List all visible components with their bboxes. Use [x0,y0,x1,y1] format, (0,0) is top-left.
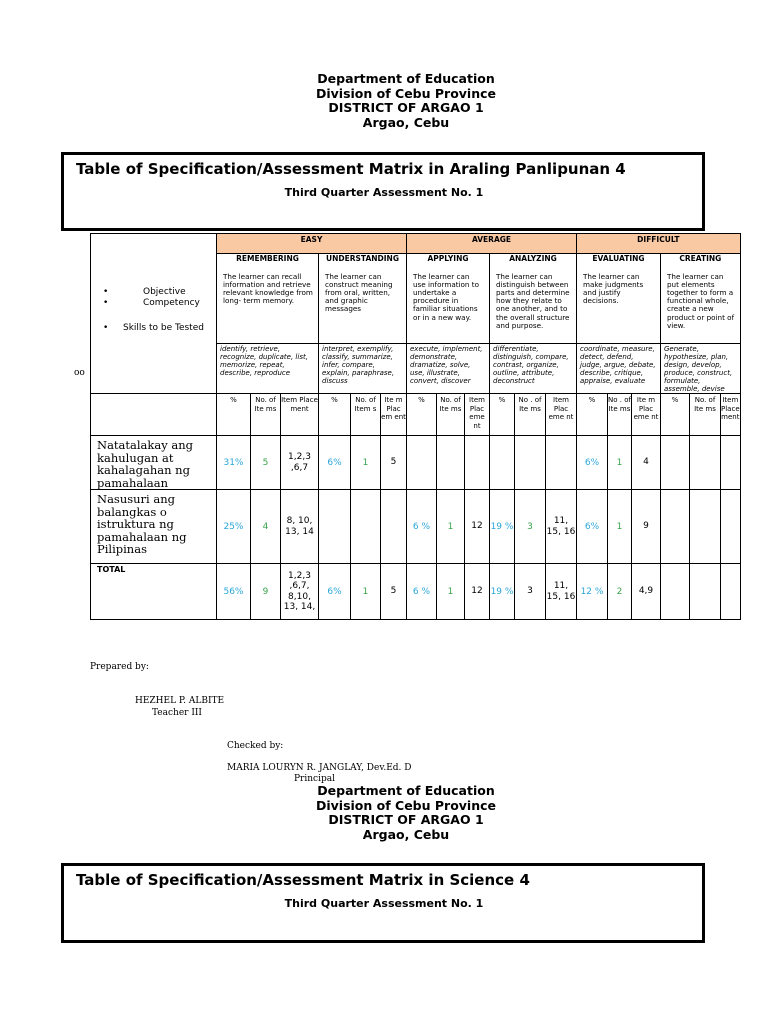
col-head-items: No . of Ite ms [608,394,632,436]
items-cell: 1 [608,436,632,490]
blank-header-cell [91,394,217,436]
percent-cell: 6% [577,490,608,564]
items-cell: 3 [515,564,546,620]
items-cell: 5 [251,436,281,490]
department-name: Department of Education [317,71,495,86]
col-head-placement: Item Plac eme nt [546,394,577,436]
specification-matrix [90,233,741,620]
items-cell: 4 [251,490,281,564]
level-difficult: DIFFICULT [577,234,741,254]
placement-cell [721,436,741,490]
table-row [91,490,741,564]
checked-by-label: Checked by: [227,741,284,751]
description-evaluating: The learner can make judgments and justify decisions. [577,270,661,344]
department-name: Department of Education [317,783,495,798]
percent-cell: 6 % [407,490,437,564]
percent-cell [661,436,690,490]
letterhead-top [0,72,768,130]
document-subtitle: Third Quarter Assessment No. 1 [284,186,484,199]
items-cell: 1 [437,564,465,620]
items-cell: 3 [515,490,546,564]
document-title: Table of Specification/Assessment Matrix in Science 4 [76,871,530,889]
category-understanding: UNDERSTANDING [319,254,407,270]
checker-name: MARIA LOURYN R. JANGLAY, Dev.Ed. D [227,763,412,773]
objective-label: Objective [143,286,186,297]
total-row [91,564,741,620]
table-row [91,436,741,490]
category-applying: APPLYING [407,254,490,270]
col-head-items: No. of Ite ms [251,394,281,436]
verbs-understanding: interpret, exemplify, classify, summarize, infer, compare, explain, paraphrase, discuss [319,344,407,394]
col-head-placement: Item Place ment [281,394,319,436]
category-analyzing: ANALYZING [490,254,577,270]
items-cell: 1 [608,490,632,564]
percent-cell: 6% [577,436,608,490]
percent-cell: 31% [217,436,251,490]
items-cell: 2 [608,564,632,620]
col-head-percent: % [407,394,437,436]
verbs-creating: Generate, hypothesize, plan, design, develop, produce, construct, formulate, assemble, devise [661,344,741,394]
description-applying: The learner can use information to undertake a procedure in familiar situations or in a new way. [407,270,490,344]
document-subtitle: Third Quarter Assessment No. 1 [284,897,484,910]
percent-cell: 25% [217,490,251,564]
placement-cell: 1,2,3 ,6,7 [281,436,319,490]
objective-text: Natatalakay ang kahulugan at kahalagahan ng pamahalaan [91,436,217,490]
percent-cell: 56% [217,564,251,620]
level-average: AVERAGE [407,234,577,254]
placement-cell: 5 [381,436,407,490]
location-name: Argao, Cebu [362,114,450,130]
items-cell [690,564,721,620]
preparer-title: Teacher III [152,708,202,718]
placement-cell [546,436,577,490]
total-label: TOTAL [91,564,217,620]
placement-cell: 4,9 [632,564,661,620]
description-analyzing: The learner can distinguish between parts and determine how they relate to one another, and to the overall structure and purpose. [490,270,577,344]
percent-cell: 6% [319,436,351,490]
placement-cell [721,564,741,620]
description-remembering: The learner can recall information and retrieve relevant knowledge from long- term memory. [217,270,319,344]
checker-title: Principal [294,774,335,784]
placement-cell [721,490,741,564]
letterhead-bottom [0,784,768,842]
verbs-analyzing: differentiate, distinguish, compare, contrast, organize, outline, attribute, deconstruct [490,344,577,394]
division-name: Division of Cebu Province [315,797,497,813]
placement-cell: 8, 10, 13, 14 [281,490,319,564]
title-box-araling-panlipunan [61,152,705,231]
col-head-percent: % [217,394,251,436]
col-head-percent: % [577,394,608,436]
district-name: DISTRICT OF ARGAO 1 [328,100,484,115]
percent-cell: 6% [319,564,351,620]
category-evaluating: EVALUATING [577,254,661,270]
items-cell: 1 [351,436,381,490]
items-cell [351,490,381,564]
items-cell [690,490,721,564]
competency-label: Competency [143,297,200,308]
verbs-remembering: identify, retrieve, recognize, duplicate, list, memorize, repeat, describe, reproduce [217,344,319,394]
placement-cell: 1,2,3 ,6,7, 8,10, 13, 14, [281,564,319,620]
placement-cell: 11, 15, 16 [546,490,577,564]
district-name: DISTRICT OF ARGAO 1 [328,812,484,827]
percent-cell: 12 % [577,564,608,620]
col-head-percent: % [490,394,515,436]
placement-cell: 12 [465,490,490,564]
percent-cell [319,490,351,564]
prepared-by-label: Prepared by: [90,662,149,672]
description-creating: The learner can put elements together to form a functional whole, create a new product or point of view. [661,270,741,344]
items-cell [515,436,546,490]
level-easy: EASY [217,234,407,254]
division-name: Division of Cebu Province [315,85,497,101]
col-head-placement: Item Place ment [721,394,741,436]
items-cell [690,436,721,490]
verbs-applying: execute, implement, demonstrate, dramatize, solve, use, illustrate, convert, discover [407,344,490,394]
placement-cell: 5 [381,564,407,620]
placement-cell: 4 [632,436,661,490]
percent-cell: 19 % [490,564,515,620]
preparer-name: HEZHEL P. ALBITE [135,696,225,706]
col-head-percent: % [661,394,690,436]
col-head-placement: Item Plac eme nt [465,394,490,436]
percent-cell [407,436,437,490]
items-cell: 1 [351,564,381,620]
col-head-items: No . of Ite ms [515,394,546,436]
placement-cell: 12 [465,564,490,620]
document-title: Table of Specification/Assessment Matrix in Araling Panlipunan 4 [76,160,626,178]
skills-label: Skills to be Tested [123,322,204,333]
placement-cell: 9 [632,490,661,564]
col-head-placement: Ite m Plac em ent [381,394,407,436]
category-creating: CREATING [661,254,741,270]
verbs-evaluating: coordinate, measure, detect, defend, judge, argue, debate, describe, critique, appraise, evaluate [577,344,661,394]
col-head-placement: Ite m Plac eme nt [632,394,661,436]
col-head-items: No. of Ite ms [690,394,721,436]
objective-text: Nasusuri ang balangkas o istruktura ng pamahalaan ng Pilipinas [91,490,217,564]
placement-cell [465,436,490,490]
objective-header-cell: • Objective • Competency • Skills to be Tested [91,234,217,394]
col-head-items: No. of Item s [351,394,381,436]
percent-cell [661,564,690,620]
description-understanding: The learner can construct meaning from oral, written, and graphic messages [319,270,407,344]
items-cell [437,436,465,490]
location-name: Argao, Cebu [362,826,450,842]
items-cell: 9 [251,564,281,620]
side-mark: oo [74,368,85,378]
percent-cell [490,436,515,490]
title-box-science [61,863,705,943]
percent-cell: 19 % [490,490,515,564]
col-head-items: No. of Ite ms [437,394,465,436]
col-head-percent: % [319,394,351,436]
category-remembering: REMEMBERING [217,254,319,270]
items-cell: 1 [437,490,465,564]
percent-cell [661,490,690,564]
placement-cell [381,490,407,564]
percent-cell: 6 % [407,564,437,620]
placement-cell: 11, 15, 16 [546,564,577,620]
